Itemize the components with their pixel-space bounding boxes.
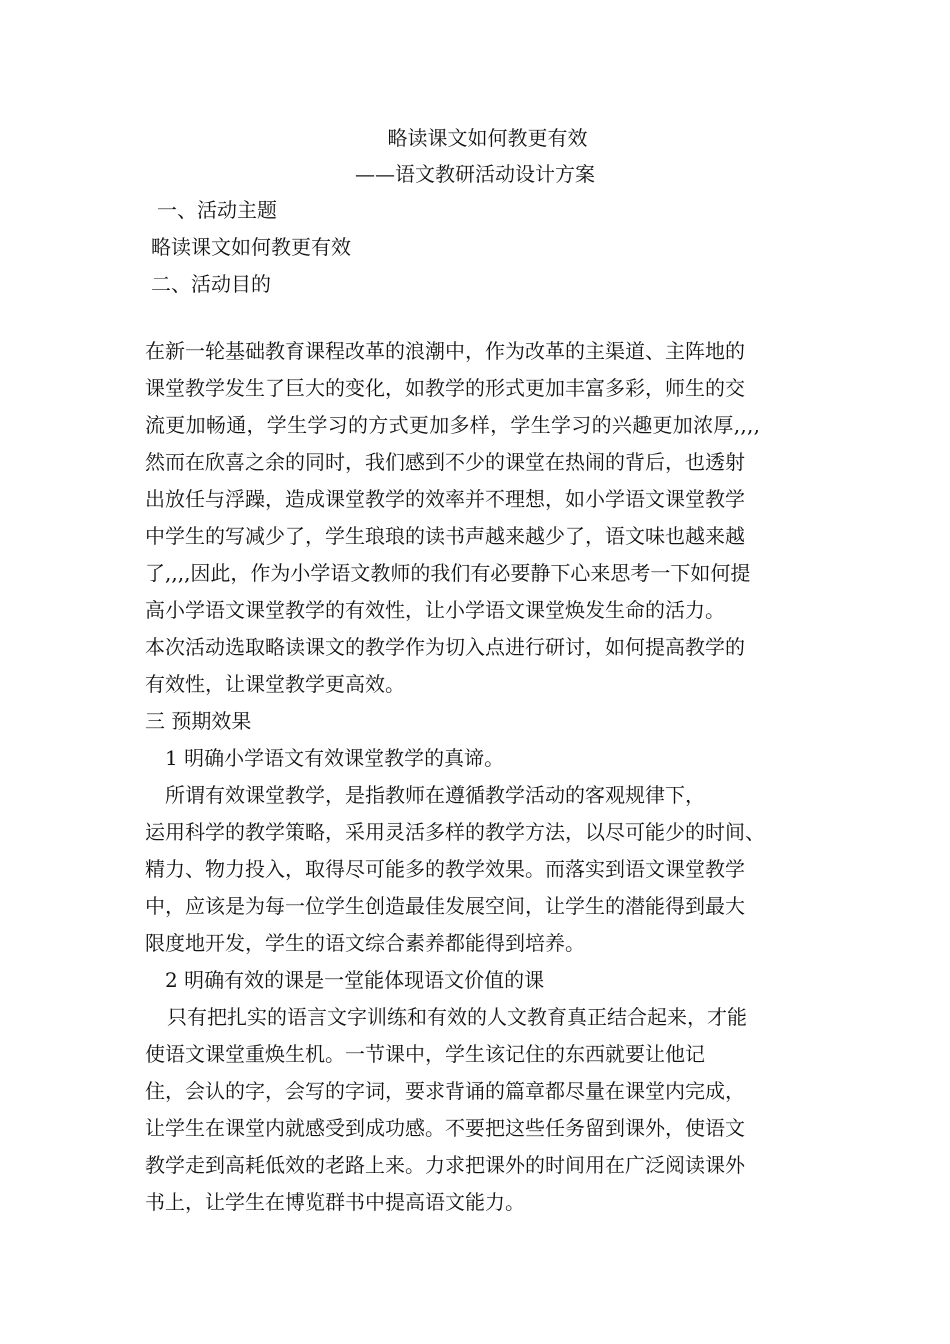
paragraph-line: 在新一轮基础教育课程改革的浪潮中，作为改革的主渠道、主阵地的 [145,339,745,363]
paragraph-line: 使语文课堂重焕生机。一节课中，学生该记住的东西就要让他记 [145,1042,705,1066]
paragraph-line: 课堂教学发生了巨大的变化，如教学的形式更加丰富多彩，师生的交 [145,376,745,400]
section-2-heading: 二、活动目的 [151,272,271,296]
section-3-item-2-heading: 2 明确有效的课是一堂能体现语文价值的课 [165,968,545,992]
paragraph-line: 然而在欣喜之余的同时，我们感到不少的课堂在热闹的背后，也透射 [145,450,745,474]
paragraph-line: 让学生在课堂内就感受到成功感。不要把这些任务留到课外，使语文 [145,1116,745,1140]
document-subtitle: ——语文教研活动设计方案 [355,162,595,186]
document-body [145,192,835,1221]
paragraph-line: 有效性，让课堂教学更高效。 [145,672,405,696]
paragraph-line: 流更加畅通，学生学习的方式更加多样，学生学习的兴趣更加浓厚,,,, [145,413,761,437]
section-3-heading: 三 预期效果 [145,709,252,733]
paragraph-line: 只有把扎实的语言文字训练和有效的人文教育真正结合起来，才能 [167,1005,747,1029]
paragraph-line: 了,,,,因此，作为小学语文教师的我们有必要静下心来思考一下如何提 [145,561,751,585]
title-block [0,120,950,192]
paragraph-line: 教学走到高耗低效的老路上来。力求把课外的时间用在广泛阅读课外 [145,1153,745,1177]
paragraph-line: 运用科学的教学策略，采用灵活多样的教学方法，以尽可能少的时间、 [145,820,765,844]
paragraph-line: 中，应该是为每一位学生创造最佳发展空间，让学生的潜能得到最大 [145,894,745,918]
paragraph-line: 书上，让学生在博览群书中提高语文能力。 [145,1190,525,1214]
section-3-item-1-heading: 1 明确小学语文有效课堂教学的真谛。 [165,746,505,770]
section-3-item-1-paragraph [145,777,835,962]
paragraph-line: 高小学语文课堂教学的有效性，让小学语文课堂焕发生命的活力。 [145,598,725,622]
paragraph-line: 限度地开发，学生的语文综合素养都能得到培养。 [145,931,585,955]
paragraph-line: 精力、物力投入，取得尽可能多的教学效果。而落实到语文课堂教学 [145,857,745,881]
paragraph-line: 所谓有效课堂教学，是指教师在遵循教学活动的客观规律下， [165,783,705,807]
section-1-heading: 一、活动主题 [157,198,277,222]
section-1-body: 略读课文如何教更有效 [151,235,351,259]
paragraph-line: 住，会认的字，会写的字词，要求背诵的篇章都尽量在课堂内完成， [145,1079,745,1103]
paragraph-line: 中学生的写减少了，学生琅琅的读书声越来越少了，语文味也越来越 [145,524,745,548]
section-2-paragraph [145,333,835,703]
paragraph-line: 本次活动选取略读课文的教学作为切入点进行研讨，如何提高教学的 [145,635,745,659]
paragraph-line: 出放任与浮躁，造成课堂教学的效率并不理想，如小学语文课堂教学 [145,487,745,511]
paragraph-gap [145,303,835,333]
document-title: 略读课文如何教更有效 [387,126,588,150]
section-3-item-2-paragraph [145,999,835,1221]
